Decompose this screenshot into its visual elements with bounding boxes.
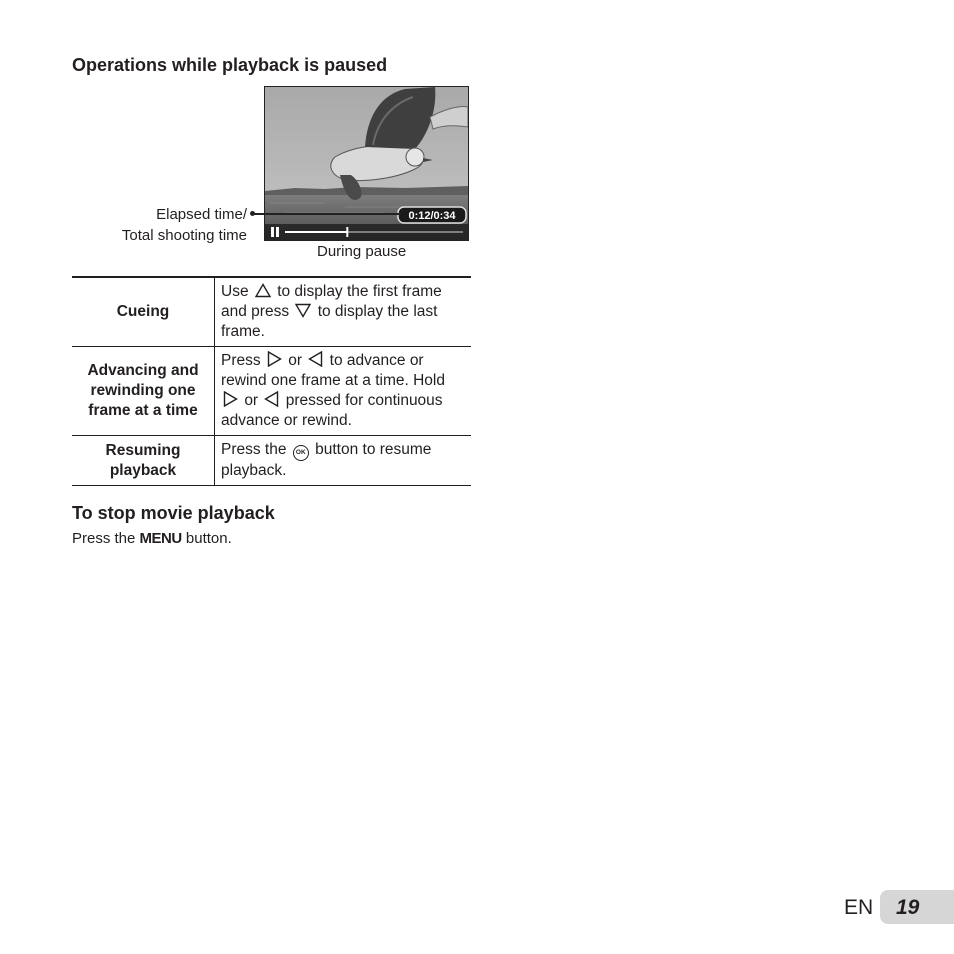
table-row [72, 277, 471, 347]
triangle-right-icon [267, 351, 282, 367]
operation-description: Use to display the first frame and press to display the last frame. [215, 277, 472, 347]
operation-description: Press the OK button to resume playback. [215, 436, 472, 486]
progress-knob [346, 227, 348, 237]
callout-leader-line [251, 213, 401, 215]
operation-name: Advancing and rewinding one frame at a time [72, 347, 215, 436]
callout-elapsed-label: Elapsed time/ [156, 206, 247, 223]
section-title-paused: Operations while playback is paused [72, 55, 388, 75]
table-row [72, 347, 471, 436]
page-number: 19 [896, 896, 920, 919]
operation-name: Resuming playback [72, 436, 215, 486]
callout-total-label: Total shooting time [121, 227, 247, 244]
triangle-up-icon [255, 283, 271, 298]
operations-table [72, 276, 471, 486]
menu-button-label: MENU [139, 530, 182, 547]
triangle-down-icon [295, 303, 311, 318]
ok-button-icon: OK [293, 445, 309, 461]
triangle-left-icon [264, 391, 279, 407]
camera-screen-figure [264, 86, 469, 241]
figure-caption: During pause [317, 243, 407, 260]
page-language: EN [844, 896, 874, 919]
triangle-left-icon [308, 351, 323, 367]
table-row [72, 436, 471, 486]
operation-name: Cueing [72, 277, 215, 347]
operation-description: Press or to advance or rewind one frame at a time. Hold or pressed for continuous advance or rewind. [215, 347, 472, 436]
elapsed-total-time: 0:12/0:34 [408, 210, 456, 222]
triangle-right-icon [223, 391, 238, 407]
playback-scene-image [265, 87, 468, 240]
section-title-stop: To stop movie playback [72, 503, 275, 523]
stop-instructions: Press the MENU button. [72, 530, 232, 547]
